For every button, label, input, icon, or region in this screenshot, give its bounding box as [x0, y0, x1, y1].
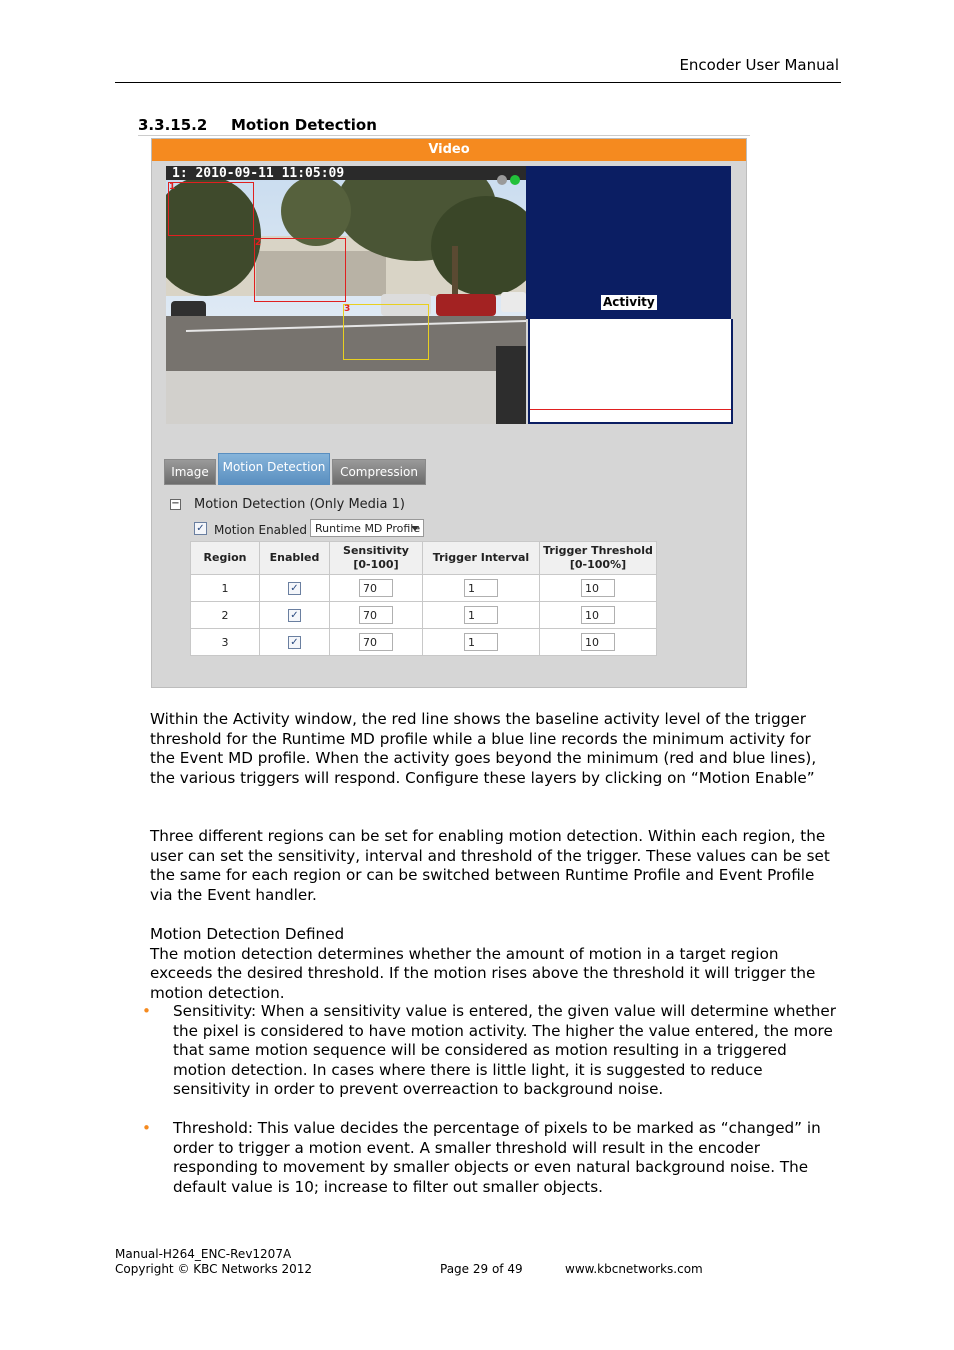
region-enabled-checkbox[interactable]: ✓	[288, 636, 301, 649]
status-green-icon	[510, 175, 520, 185]
col-sensitivity: Sensitivity [0-100]	[330, 542, 423, 575]
motion-region-table	[190, 541, 657, 656]
table-header-row	[191, 542, 657, 575]
motion-zone-2[interactable]	[254, 238, 346, 302]
zone-label-2: 2	[255, 238, 262, 248]
footer-doc-id: Manual-H264_ENC-Rev1207A	[115, 1247, 292, 1261]
region-cell: 3	[191, 629, 260, 656]
bullet-threshold: • Threshold: This value decides the percentage of pixels to be marked as “changed” in order to trigger a motion event. A smaller threshold will result in the encoder responding to movement by smaller objects or even natural background noise. The default value is 10; increase to filter out smaller objects.	[142, 1119, 821, 1196]
paragraph-regions: Three different regions can be set for enabling motion detection. Within each region, the user can set the sensitivity, interval and threshold of the trigger. These values can be set the same for each region or can be switched between Runtime Profile and Event Profile via the Event handler.	[150, 827, 830, 904]
paragraph-activity: Within the Activity window, the red line shows the baseline activity level of the trigger threshold for the Runtime MD profile while a blue line records the minimum activity for the Event MD profile. When the activity goes beyond the minimum (red and blue lines), the various triggers will respond. Configure these layers by clicking on “Motion Enable”	[150, 710, 817, 787]
zone-label-3: 3	[344, 304, 351, 314]
video-bar: Video	[152, 139, 746, 161]
table-row	[191, 629, 657, 656]
region-enabled-checkbox[interactable]: ✓	[288, 582, 301, 595]
col-enabled: Enabled	[260, 542, 330, 575]
zone-label-1: 1	[169, 182, 176, 192]
interval-cell	[423, 602, 540, 629]
table-row	[191, 575, 657, 602]
sensitivity-input[interactable]: 70	[359, 633, 393, 651]
enabled-cell	[260, 575, 330, 602]
profile-select[interactable]	[310, 519, 424, 537]
interval-input[interactable]: 1	[464, 633, 498, 651]
status-gray-icon	[497, 175, 507, 185]
threshold-cell	[540, 629, 657, 656]
sensitivity-input[interactable]: 70	[359, 579, 393, 597]
footer-copyright: Copyright © KBC Networks 2012	[115, 1262, 313, 1276]
paragraph-definition	[150, 925, 840, 1003]
enabled-cell	[260, 602, 330, 629]
activity-window	[528, 319, 733, 424]
collapse-icon[interactable]: −	[171, 498, 180, 509]
threshold-cell	[540, 575, 657, 602]
section-rule	[138, 135, 750, 136]
tab-image[interactable]: Image	[164, 459, 216, 485]
col-trigger-threshold: Trigger Threshold [0-100%]	[540, 542, 657, 575]
camera-view	[166, 166, 526, 424]
interval-input[interactable]: 1	[464, 606, 498, 624]
threshold-input[interactable]: 10	[581, 579, 615, 597]
activity-panel-top	[526, 166, 731, 293]
threshold-cell	[540, 602, 657, 629]
sensitivity-cell	[330, 629, 423, 656]
bullet-sensitivity: • Sensitivity: When a sensitivity value is entered, the given value will determine whether the pixel is considered to have motion activity. The higher the value entered, the more that same motion sequence will be considered as motion resulting in a triggered motion detection. In cases where there is little light, it is suggested to reduce sensitivity in order to prevent overreaction to background noise.	[142, 1002, 836, 1098]
threshold-input[interactable]: 10	[581, 606, 615, 624]
tab-compression[interactable]: Compression	[332, 459, 426, 485]
definition-heading: Motion Detection Defined	[150, 925, 345, 943]
motion-enabled-checkbox[interactable]: ✓	[194, 522, 207, 535]
section-title: Motion Detection	[231, 116, 377, 134]
section-number: 3.3.15.2	[138, 116, 208, 134]
motion-zone-1[interactable]	[168, 182, 254, 236]
camera-status	[494, 170, 520, 189]
motion-detection-screenshot	[151, 138, 747, 688]
interval-input[interactable]: 1	[464, 579, 498, 597]
col-region: Region	[191, 542, 260, 575]
table-row	[191, 602, 657, 629]
sensitivity-cell	[330, 575, 423, 602]
tab-motion-detection[interactable]: Motion Detection	[218, 453, 330, 485]
definition-text: The motion detection determines whether the amount of motion in a target region exceeds the desired threshold. If the motion rises above the threshold it will trigger the motion detection.	[150, 944, 816, 1002]
motion-enabled-label: Motion Enabled	[214, 523, 307, 537]
bullet-icon: •	[142, 1119, 151, 1137]
region-cell: 1	[191, 575, 260, 602]
footer-page: Page 29 of 49	[440, 1262, 523, 1276]
motion-zone-3[interactable]	[343, 304, 429, 360]
region-cell: 2	[191, 602, 260, 629]
interval-cell	[423, 575, 540, 602]
interval-cell	[423, 629, 540, 656]
threshold-input[interactable]: 10	[581, 633, 615, 651]
activity-label: Activity	[603, 295, 655, 309]
sensitivity-cell	[330, 602, 423, 629]
region-enabled-checkbox[interactable]: ✓	[288, 609, 301, 622]
activity-threshold-line	[530, 409, 731, 410]
sensitivity-input[interactable]: 70	[359, 606, 393, 624]
enabled-cell	[260, 629, 330, 656]
motion-detection-section-label: Motion Detection (Only Media 1)	[194, 497, 405, 512]
chevron-down-icon	[411, 526, 419, 531]
footer-url: www.kbcnetworks.com	[565, 1262, 703, 1276]
bullet-icon: •	[142, 1002, 151, 1020]
profile-select-value: Runtime MD Profile	[315, 522, 421, 535]
header-rule	[115, 82, 841, 83]
manual-title: Encoder User Manual	[679, 56, 839, 74]
col-trigger-interval: Trigger Interval	[423, 542, 540, 575]
camera-timestamp: 1: 2010-09-11 11:05:09	[172, 166, 345, 181]
